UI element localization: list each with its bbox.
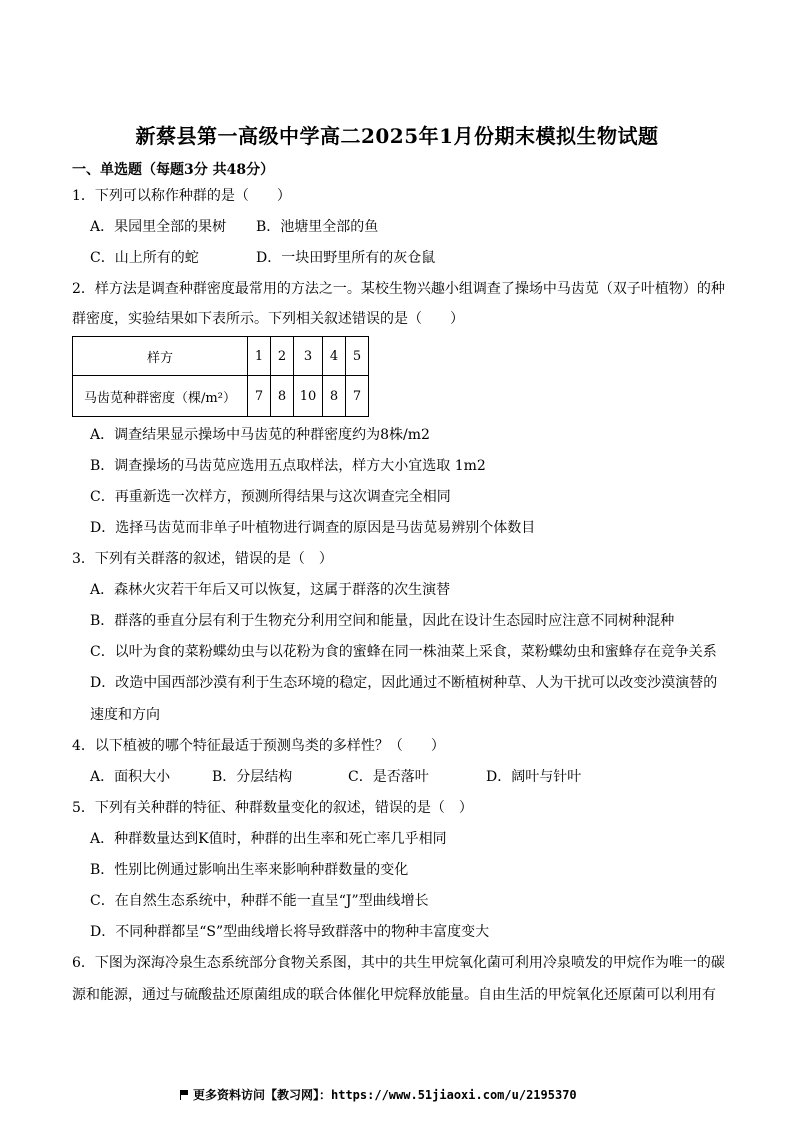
sample-density-table	[72, 336, 369, 417]
question-1-option-d: D．一块田野里所有的灰仓鼠	[256, 250, 436, 266]
question-5-stem: 5．下列有关种群的特征、种群数量变化的叙述，错误的是（ ）	[72, 800, 473, 816]
table-cell: 8	[323, 376, 346, 417]
question-5-option-d: D．不同种群都呈“S”型曲线增长将导致群落中的物种丰富度变大	[90, 924, 490, 940]
table-cell: 2	[271, 337, 294, 376]
question-1-option-a: A．果园里全部的果树	[90, 219, 227, 235]
question-5-option-b: B．性别比例通过影响出生率来影响种群数量的变化	[90, 862, 409, 878]
table-cell: 7	[346, 376, 369, 417]
question-2-stem-line-2: 群密度，实验结果如下表所示。下列相关叙述错误的是（ ）	[72, 311, 464, 327]
question-2-stem-line-1: 2．样方法是调查种群密度最常用的方法之一。某校生物兴趣小组调查了操场中马齿苋（双子叶植物）的种	[72, 281, 725, 297]
question-4-option-d: D．阔叶与针叶	[486, 769, 582, 785]
question-3-option-a: A．森林火灾若干年后又可以恢复，这属于群落的次生演替	[90, 582, 451, 598]
table-row	[73, 337, 369, 376]
question-2-option-a: A．调查结果显示操场中马齿苋的种群密度约为8株/m2	[90, 427, 430, 443]
exam-title: 新蔡县第一高级中学高二2025年1月份期末模拟生物试题	[135, 124, 659, 148]
question-5-option-c: C．在自然生态系统中，种群不能一直呈“J”型曲线增长	[90, 893, 429, 909]
question-2-option-d: D．选择马齿苋而非单子叶植物进行调查的原因是马齿苋易辨别个体数目	[90, 520, 536, 536]
question-4-option-b: B．分层结构	[212, 769, 293, 785]
question-1-option-b: B．池塘里全部的鱼	[256, 219, 379, 235]
table-cell: 3	[294, 337, 323, 376]
question-6-stem-line-1: 6．下图为深海冷泉生态系统部分食物关系图，其中的共生甲烷氧化菌可利用冷泉喷发的甲烷作为唯一的碳	[72, 955, 725, 971]
question-3-stem: 3．下列有关群落的叙述，错误的是（ ）	[72, 551, 333, 567]
table-cell: 7	[248, 376, 271, 417]
question-4-option-c: C．是否落叶	[348, 769, 429, 785]
table-cell: 8	[271, 376, 294, 417]
table-cell: 1	[248, 337, 271, 376]
question-4-option-a: A．面积大小	[90, 769, 171, 785]
question-1-option-c: C．山上所有的蛇	[90, 250, 199, 266]
table-cell: 5	[346, 337, 369, 376]
question-3-option-d-line-1: D．改造中国西部沙漠有利于生态环境的稳定，因此通过不断植树种草、人为干扰可以改变沙漠演替的	[90, 675, 718, 691]
footer-resource-link[interactable]	[180, 1086, 577, 1103]
question-3-option-b: B．群落的垂直分层有利于生物充分利用空间和能量，因此在设计生态园时应注意不同树种混种	[90, 613, 675, 629]
table-row-label: 马齿苋种群密度（棵/m²）	[73, 376, 248, 417]
question-2-option-c: C．再重新选一次样方，预测所得结果与这次调查完全相同	[90, 489, 451, 505]
question-3-option-c: C．以叶为食的菜粉蝶幼虫与以花粉为食的蜜蜂在同一株油菜上采食，菜粉蝶幼虫和蜜蜂存在竞争关系	[90, 644, 717, 660]
table-cell: 10	[294, 376, 323, 417]
question-3-option-d-line-2: 速度和方向	[90, 707, 160, 723]
question-5-option-a: A．种群数量达到K值时，种群的出生率和死亡率几乎相同	[90, 831, 447, 847]
table-row	[73, 376, 369, 417]
section-heading-single-choice: 一、单选题（每题3分 共48分）	[72, 162, 275, 178]
flag-icon	[180, 1090, 189, 1100]
question-6-stem-line-2: 源和能源，通过与硫酸盐还原菌组成的联合体催化甲烷释放能量。自由生活的甲烷氧化还原菌可以利用有	[72, 987, 716, 1003]
footer-text: 更多资料访问【教习网】：https://www.51jiaoxi.com/u/2195370	[193, 1088, 577, 1102]
question-4-stem: 4．以下植被的哪个特征最适于预测鸟类的多样性？（ ）	[72, 738, 445, 754]
table-row-label: 样方	[73, 337, 248, 376]
table-cell: 4	[323, 337, 346, 376]
question-2-option-b: B．调查操场的马齿苋应选用五点取样法，样方大小宜选取 1m2	[90, 458, 486, 474]
question-1-stem: 1．下列可以称作种群的是（ ）	[72, 188, 291, 204]
